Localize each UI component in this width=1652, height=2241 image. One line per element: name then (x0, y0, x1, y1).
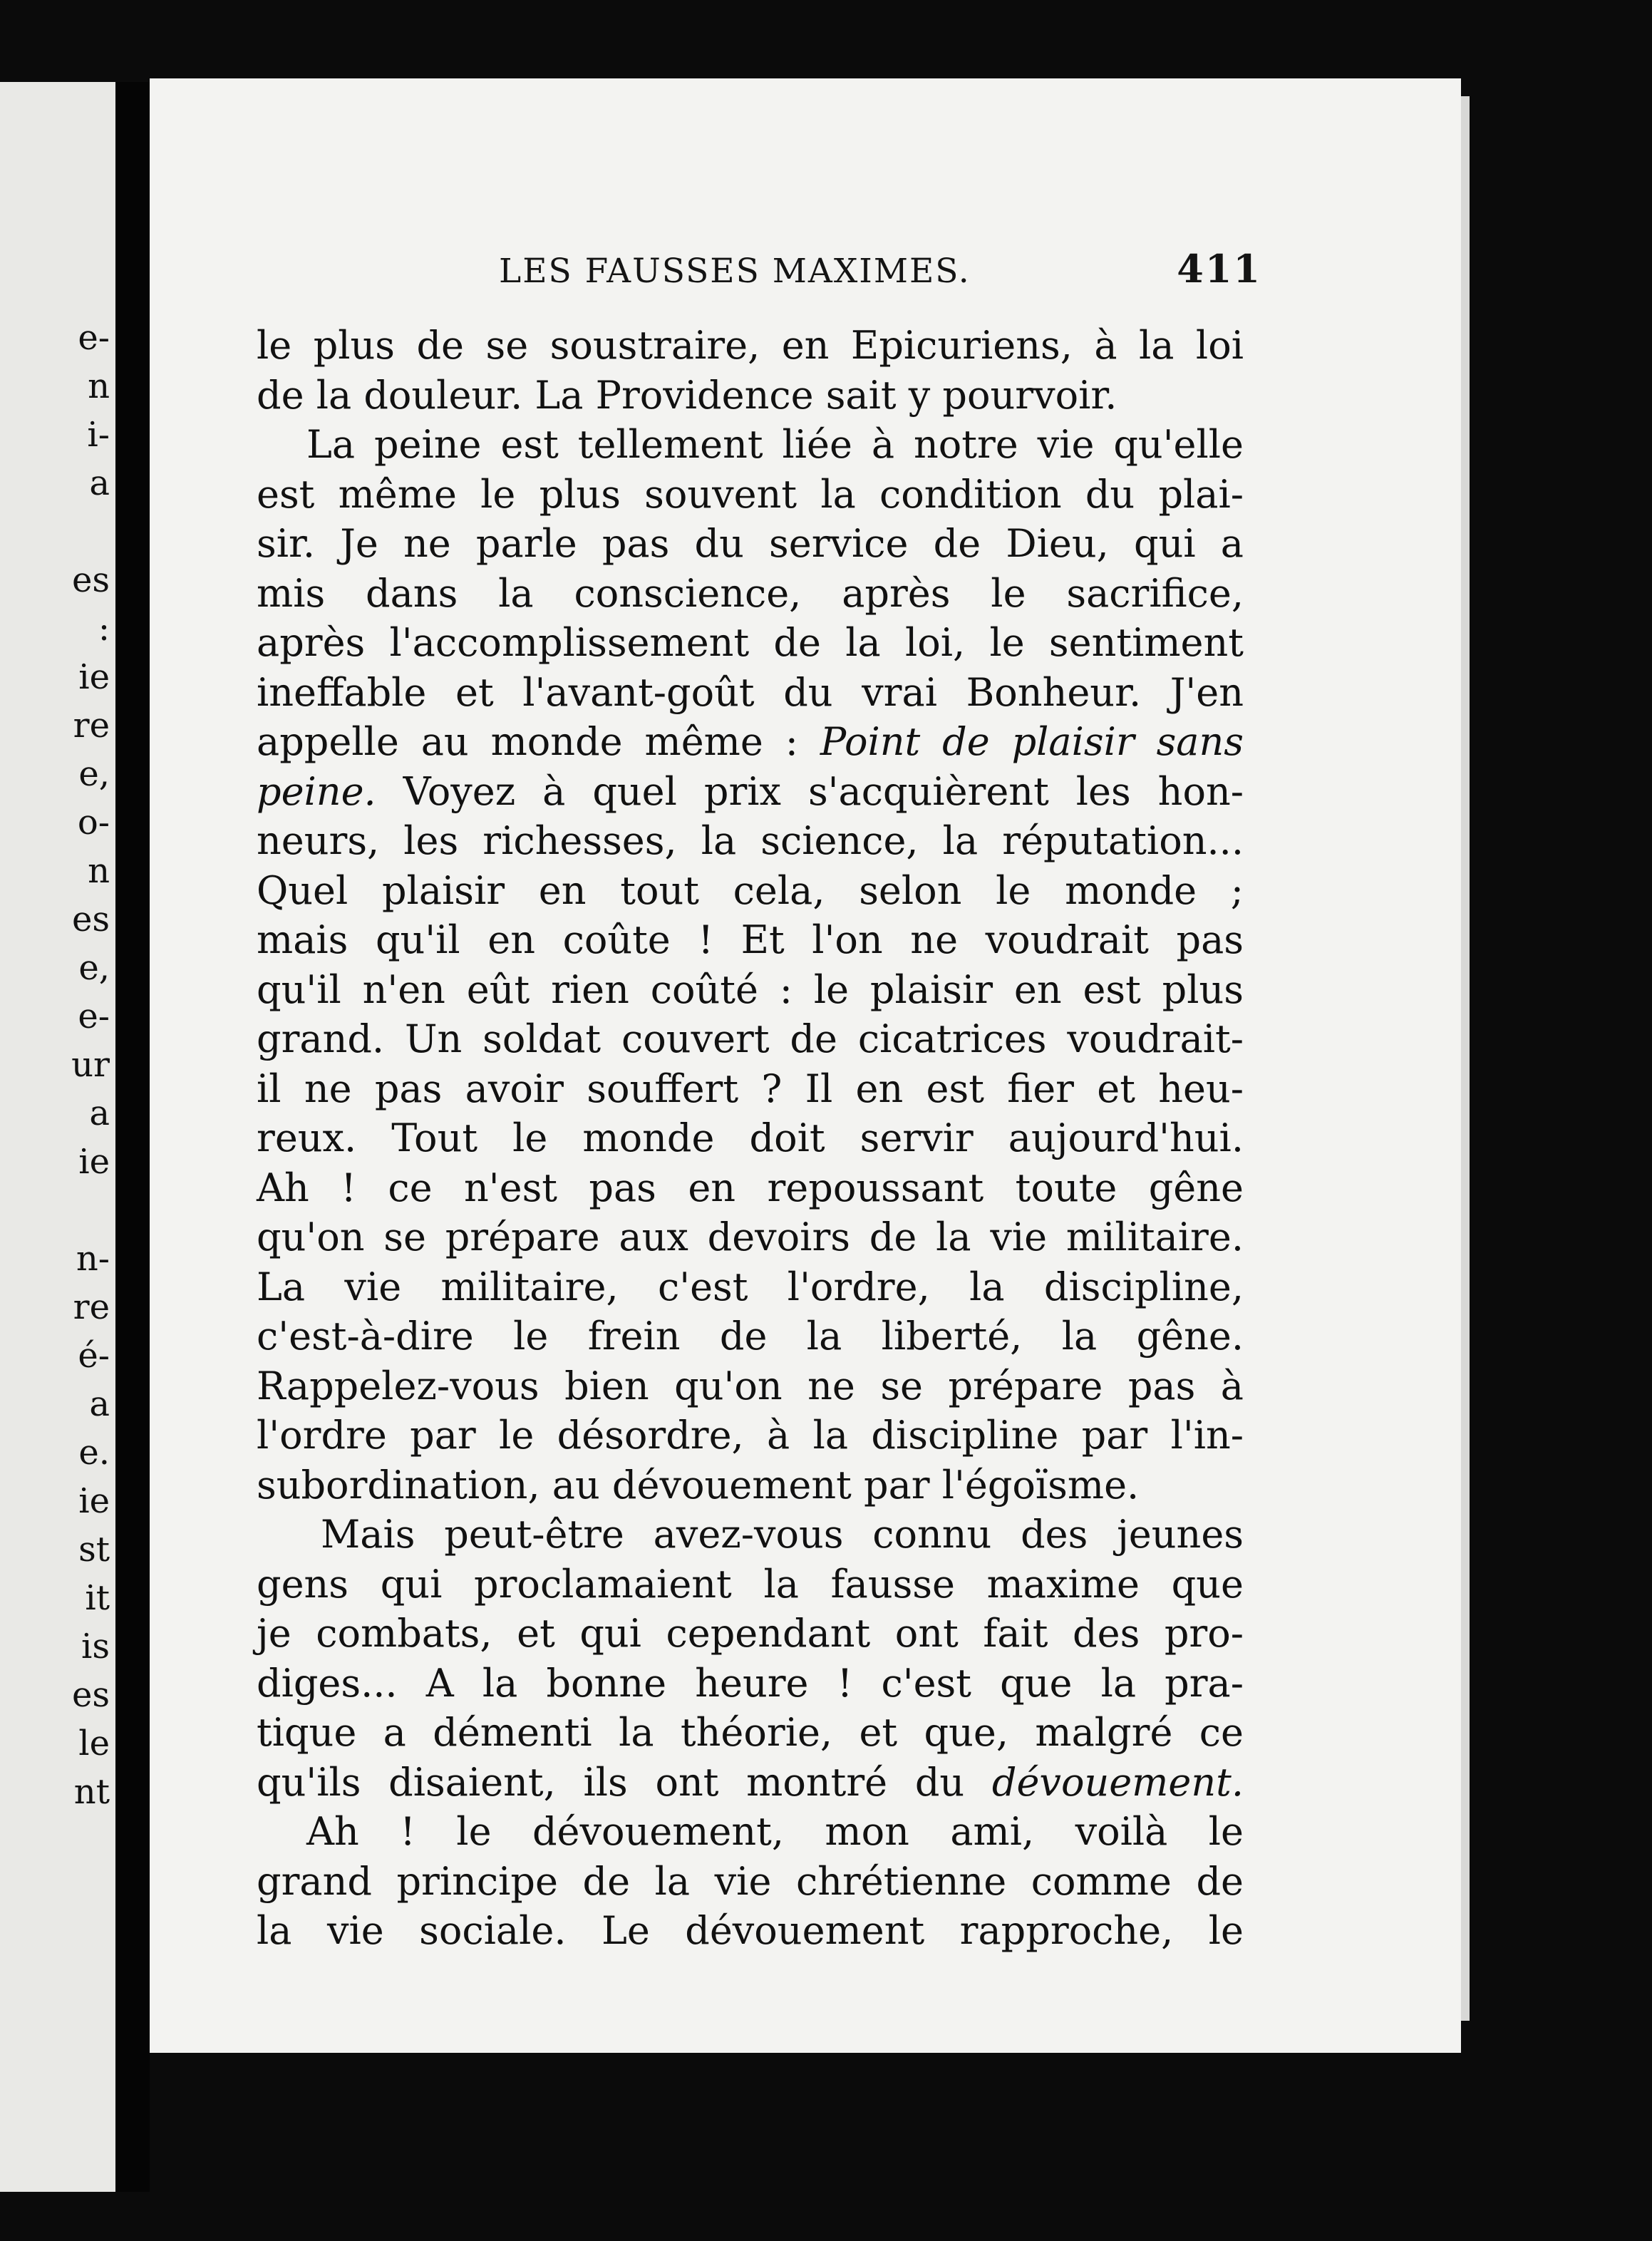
text-line: gens qui proclamaient la fausse maxime que (257, 1561, 1244, 1607)
text-line: il ne pas avoir souffert ? Il en est fier et heu- (257, 1066, 1244, 1111)
margin-fragment: ie (78, 657, 110, 697)
text-line: Mais peut-être avez-vous connu des jeunes (321, 1512, 1244, 1557)
text-line: mais qu'il en coûte ! Et l'on ne voudrait pas (257, 917, 1244, 962)
text-line: neurs, les richesses, la science, la réputation... (257, 818, 1244, 863)
text-line: subordination, au dévouement par l'égoïsme. (257, 1462, 1140, 1508)
text-line: ineffable et l'avant-goût du vrai Bonheur. J'en (257, 669, 1244, 715)
italic-phrase: dévouement. (991, 1759, 1244, 1805)
text-line: grand. Un soldat couvert de cicatrices voudrait- (257, 1016, 1244, 1061)
text-line: Rappelez-vous bien qu'on ne se prépare pas à (257, 1363, 1244, 1408)
margin-fragment: e- (78, 318, 110, 358)
text-line: grand principe de la vie chrétienne comme de (257, 1858, 1244, 1904)
italic-phrase: peine. (257, 768, 376, 814)
text-line: qu'il n'en eût rien coûté : le plaisir en est plus (257, 967, 1244, 1012)
book-gutter (115, 82, 150, 2192)
page-edge-shadow (1461, 96, 1470, 2021)
margin-fragment: n (88, 851, 110, 891)
text-line: mis dans la conscience, après le sacrifice, (257, 570, 1244, 616)
text-line: reux. Tout le monde doit servir aujourd'hui. (257, 1116, 1244, 1160)
text-line: la vie sociale. Le dévouement rapproche, le (257, 1908, 1244, 1953)
running-header (499, 246, 1261, 292)
margin-fragment: st (78, 1530, 110, 1570)
facing-page-margin-text (71, 314, 110, 1816)
running-title: LES FAUSSES MAXIMES. (499, 252, 971, 291)
text-line: qu'on se prépare aux devoirs de la vie militaire. (257, 1215, 1244, 1259)
margin-fragment: a (89, 1384, 110, 1424)
text-line: Ah ! ce n'est pas en repoussant toute gêne (257, 1165, 1244, 1210)
margin-fragment: e, (78, 754, 110, 794)
margin-fragment: nt (73, 1772, 110, 1812)
page-number: 411 (1177, 246, 1261, 292)
text-line: tique a démenti la théorie, et que, malgré ce (257, 1710, 1244, 1755)
text-line: le plus de se soustraire, en Epicuriens, à la loi (257, 323, 1244, 368)
facing-page-edge (0, 82, 115, 2192)
margin-fragment: re (73, 706, 110, 746)
text-line: Ah ! le dévouement, mon ami, voilà le (306, 1809, 1244, 1854)
text-line: après l'accomplissement de la loi, le sentiment (257, 620, 1244, 665)
text-line: sir. Je ne parle pas du service de Dieu, qui a (257, 521, 1244, 566)
text-line: Quel plaisir en tout cela, selon le monde ; (257, 867, 1244, 913)
text-line: c'est-à-dire le frein de la liberté, la gêne. (257, 1314, 1244, 1359)
text-line: est même le plus souvent la condition du plai- (257, 471, 1244, 517)
text-line-mixed (257, 767, 1244, 817)
body-text (257, 321, 1244, 1956)
text-line: La vie militaire, c'est l'ordre, la discipline, (257, 1264, 1244, 1309)
text-line: de la douleur. La Providence sait y pourvoir. (257, 372, 1117, 418)
margin-fragment: é- (78, 1336, 110, 1376)
margin-fragment: n (88, 366, 110, 406)
margin-fragment: e- (78, 996, 110, 1036)
margin-fragment: o- (77, 803, 110, 843)
margin-fragment: e. (78, 1433, 110, 1473)
margin-fragment: le (78, 1724, 110, 1763)
margin-fragment: i- (87, 415, 110, 455)
text-run: appelle au monde même : (257, 719, 820, 764)
margin-fragment: es (71, 1675, 110, 1715)
text-run: Voyez à quel prix s'acquièrent les hon- (376, 768, 1244, 814)
text-run: qu'ils disaient, ils ont montré du (257, 1759, 992, 1805)
text-line: diges... A la bonne heure ! c'est que la pra- (257, 1660, 1244, 1706)
margin-fragment: it (85, 1578, 110, 1618)
margin-fragment: ie (78, 1142, 110, 1182)
text-line: La peine est tellement liée à notre vie qu'elle (306, 422, 1244, 467)
italic-phrase: Point de plaisir sans (820, 719, 1244, 764)
margin-fragment: is (81, 1627, 110, 1666)
margin-fragment: a (89, 463, 110, 503)
margin-fragment: es (71, 900, 110, 939)
margin-fragment: re (73, 1287, 110, 1327)
margin-fragment: e, (78, 948, 110, 988)
text-line-mixed (257, 717, 1244, 767)
text-line: je combats, et qui cependant ont fait des pro- (257, 1611, 1244, 1656)
margin-fragment: a (89, 1093, 110, 1133)
margin-fragment: : (98, 609, 110, 649)
text-line-mixed (257, 1758, 1244, 1808)
text-line: l'ordre par le désordre, à la discipline par l'in- (257, 1413, 1244, 1458)
margin-fragment: es (71, 560, 110, 600)
margin-fragment: ie (78, 1481, 110, 1521)
margin-fragment: ur (71, 1045, 110, 1085)
margin-fragment: n- (76, 1239, 110, 1279)
